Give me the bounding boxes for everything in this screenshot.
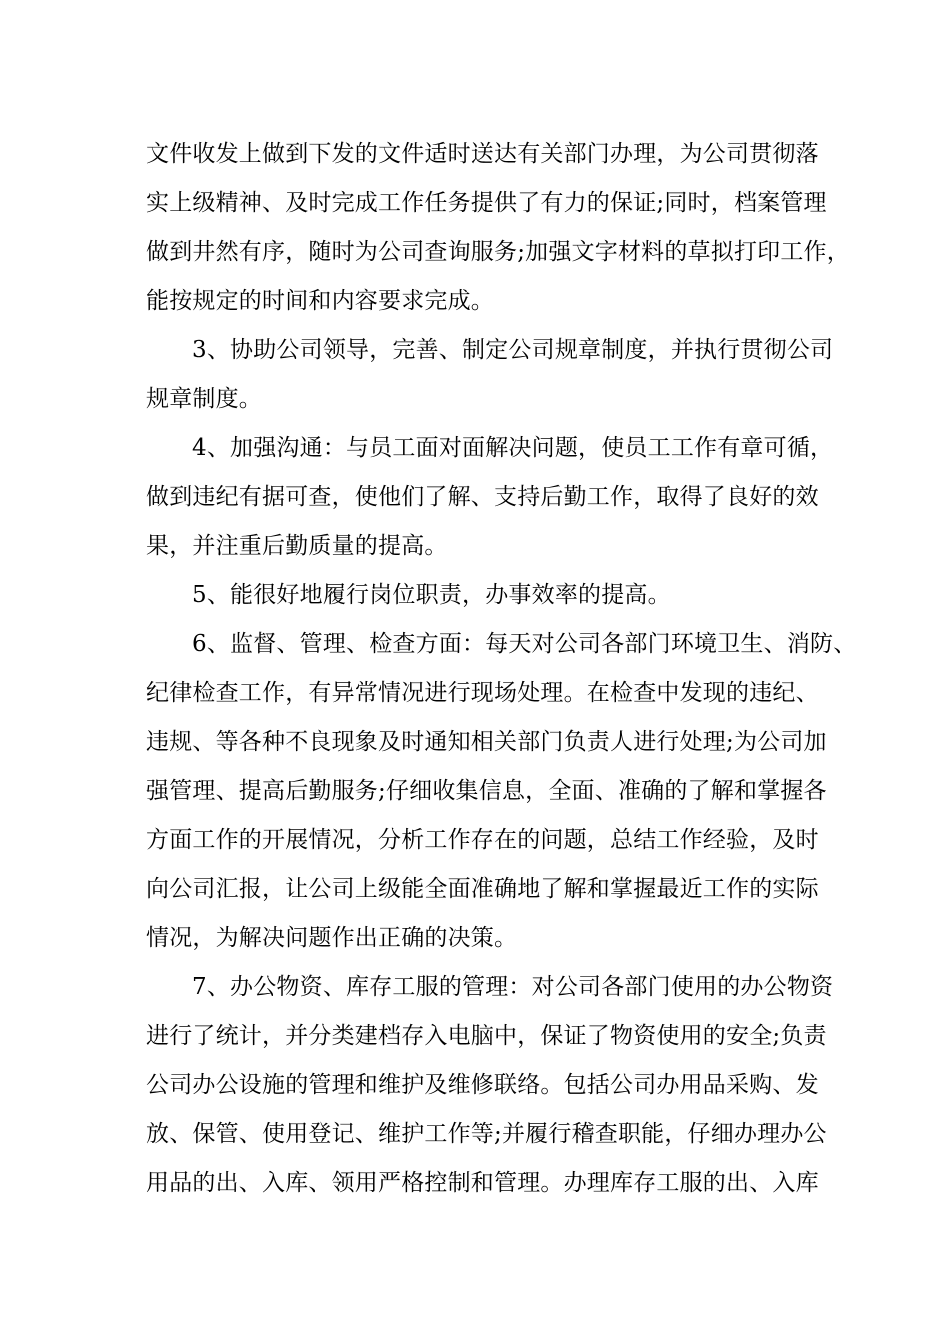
text-line: 实上级精神、及时完成工作任务提供了有力的保证;同时，档案管理: [146, 190, 827, 216]
text-line: 6、监督、管理、检查方面：每天对公司各部门环境卫生、消防、: [192, 631, 857, 657]
text-line: 用品的出、入库、领用严格控制和管理。办理库存工服的出、入库: [146, 1170, 819, 1196]
text-line: 4、加强沟通：与员工面对面解决问题，使员工工作有章可循，: [192, 435, 834, 461]
paragraph-item-7: [146, 963, 834, 1208]
text-line: 向公司汇报，让公司上级能全面准确地了解和掌握最近工作的实际: [146, 876, 819, 902]
text-line: 文件收发上做到下发的文件适时送达有关部门办理，为公司贯彻落: [146, 141, 819, 167]
text-line: 情况，为解决问题作出正确的决策。: [146, 925, 518, 951]
text-line: 能按规定的时间和内容要求完成。: [146, 288, 494, 314]
text-line: 进行了统计，并分类建档存入电脑中，保证了物资使用的安全;负责: [146, 1023, 827, 1049]
paragraph-item-5: [146, 571, 810, 620]
text-line: 违规、等各种不良现象及时通知相关部门负责人进行处理;为公司加: [146, 729, 827, 755]
text-line: 7、办公物资、库存工服的管理：对公司各部门使用的办公物资: [192, 974, 834, 1000]
document-body: [146, 130, 857, 1208]
text-line: 做到违纪有据可查，使他们了解、支持后勤工作，取得了良好的效: [146, 484, 819, 510]
paragraph-item-3: [146, 326, 834, 424]
text-line: 公司办公设施的管理和维护及维修联络。包括公司办用品采购、发: [146, 1072, 819, 1098]
text-line: 方面工作的开展情况，分析工作存在的问题，总结工作经验，及时: [146, 827, 819, 853]
text-line: 放、保管、使用登记、维护工作等;并履行稽查职能，仔细办理办公: [146, 1121, 827, 1147]
text-line: 5、能很好地履行岗位职责，办事效率的提高。: [192, 582, 671, 608]
text-line: 规章制度。: [146, 386, 262, 412]
paragraph-item-4: [146, 424, 834, 571]
text-line: 3、协助公司领导，完善、制定公司规章制度，并执行贯彻公司: [192, 337, 834, 363]
text-line: 强管理、提高后勤服务;仔细收集信息，全面、准确的了解和掌握各: [146, 778, 827, 804]
paragraph-item-6: [146, 620, 857, 963]
text-line: 果，并注重后勤质量的提高。: [146, 533, 448, 559]
text-line: 纪律检查工作，有异常情况进行现场处理。在检查中发现的违纪、: [146, 680, 819, 706]
text-line: 做到井然有序，随时为公司查询服务;加强文字材料的草拟打印工作，: [146, 239, 850, 265]
paragraph-continued: [146, 130, 850, 326]
